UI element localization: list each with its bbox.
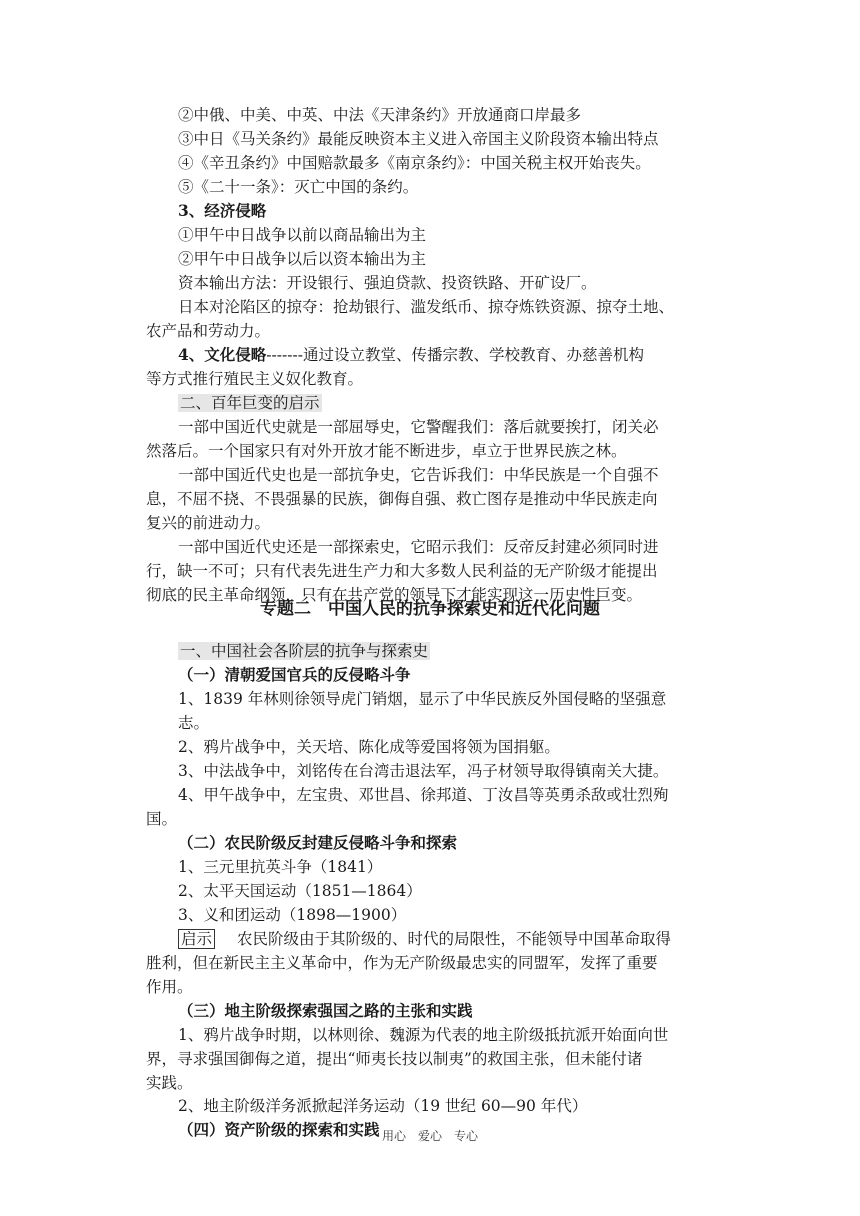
text-line [178, 927, 671, 951]
subsection-heading: （一）清朝爱国官兵的反侵略斗争 [178, 665, 411, 684]
text-line: 作用。 [146, 978, 193, 996]
page-footer: 用心 爱心 专心 [381, 1129, 478, 1143]
text-line: 2、太平天国运动（1851—1864） [178, 882, 422, 900]
subsection-heading: （三）地主阶级探索强国之路的主张和实践 [178, 1001, 473, 1020]
text-line: 1、1839 年林则徐领导虎门销烟，显示了中华民族反外国侵略的坚强意 [178, 690, 667, 708]
text-line: ④《辛丑条约》中国赔款最多《南京条约》：中国关税主权开始丧失。 [178, 154, 651, 172]
text-line [178, 639, 430, 663]
text-line: ②甲午中日战争以后以资本输出为主 [178, 250, 427, 268]
text-line [178, 391, 322, 415]
text-line: 3、中法战争中，刘铭传在台湾击退法军，冯子材领导取得镇南关大捷。 [178, 762, 669, 780]
section-title: 专题二 中国人民的抗争探索史和近代化问题 [260, 599, 600, 619]
text-line: 国。 [146, 810, 178, 828]
boxed-label: 启示 [178, 929, 215, 949]
text-span: -------通过设立教堂、传播宗教、学校教育、办慈善机构 [266, 346, 644, 364]
text-line: ②中俄、中美、中英、中法《天津条约》开放通商口岸最多 [178, 106, 582, 124]
text-line: 一部中国近代史就是一部屈辱史，它警醒我们：落后就要挨打，闭关必 [178, 418, 659, 436]
text-line: 2、地主阶级洋务派掀起洋务运动（19 世纪 60—90 年代） [178, 1097, 588, 1115]
text-line: 一部中国近代史也是一部抗争史，它告诉我们：中华民族是一个自强不 [178, 466, 659, 484]
text-line: 1、三元里抗英斗争（1841） [178, 858, 383, 876]
text-line: ③中日《马关条约》最能反映资本主义进入帝国主义阶段资本输出特点 [178, 130, 659, 148]
section-heading: 4、文化侵略 [178, 345, 267, 364]
text-line: 资本输出方法：开设银行、强迫贷款、投资铁路、开矿设厂。 [178, 274, 597, 292]
subsection-heading: （四）资产阶级的探索和实践 [178, 1120, 380, 1139]
text-line: 界，寻求强国御侮之道，提出“师夷长技以制夷”的救国主张，但未能付诸 [146, 1050, 643, 1068]
text-line [178, 343, 644, 367]
text-line: 农产品和劳动力。 [146, 322, 271, 340]
text-line: 等方式推行殖民主义奴化教育。 [146, 370, 364, 388]
section-heading: 3、经济侵略 [178, 201, 267, 220]
text-line: 3、义和团运动（1898—1900） [178, 906, 407, 924]
text-line: 1、鸦片战争时期，以林则徐、魏源为代表的地主阶级抵抗派开始面向世 [178, 1026, 669, 1044]
highlighted-heading: 二、百年巨变的启示 [180, 394, 320, 412]
subsection-heading: （二）农民阶级反封建反侵略斗争和探索 [178, 833, 458, 852]
text-line: 4、甲午战争中，左宝贵、邓世昌、徐邦道、丁汝昌等英勇杀敌或壮烈殉 [178, 786, 669, 804]
text-line: 2、鸦片战争中，关天培、陈化成等爱国将领为国捐躯。 [178, 738, 560, 756]
text-line: 然落后。一个国家只有对外开放才能不断进步，卓立于世界民族之林。 [146, 442, 627, 460]
text-line: 日本对沦陷区的掠夺：抢劫银行、滥发纸币、掠夺炼铁资源、掠夺土地、 [178, 298, 675, 316]
text-line: 志。 [178, 714, 210, 732]
text-line: ①甲午中日战争以前以商品输出为主 [178, 226, 427, 244]
text-line: 彻底的民主革命纲领，只有在共产党的领导下才能实现这一历史性巨变。 [146, 586, 643, 604]
text-line: 复兴的前进动力。 [146, 514, 271, 532]
text-line: 一部中国近代史还是一部探索史，它昭示我们：反帝反封建必须同时进 [178, 538, 659, 556]
highlighted-heading: 一、中国社会各阶层的抗争与探索史 [180, 642, 429, 660]
text-line: ⑤《二十一条》：灭亡中国的条约。 [178, 178, 419, 196]
text-line: 实践。 [146, 1074, 193, 1092]
text-span: 农民阶级由于其阶级的、时代的局限性，不能领导中国革命取得 [237, 930, 672, 948]
text-line: 胜利，但在新民主主义革命中，作为无产阶级最忠实的同盟军，发挥了重要 [146, 954, 658, 972]
text-line: 行，缺一不可；只有代表先进生产力和大多数人民利益的无产阶级才能提出 [146, 562, 658, 580]
text-line: 息，不屈不挠、不畏强暴的民族，御侮自强、救亡图存是推动中华民族走向 [146, 490, 658, 508]
